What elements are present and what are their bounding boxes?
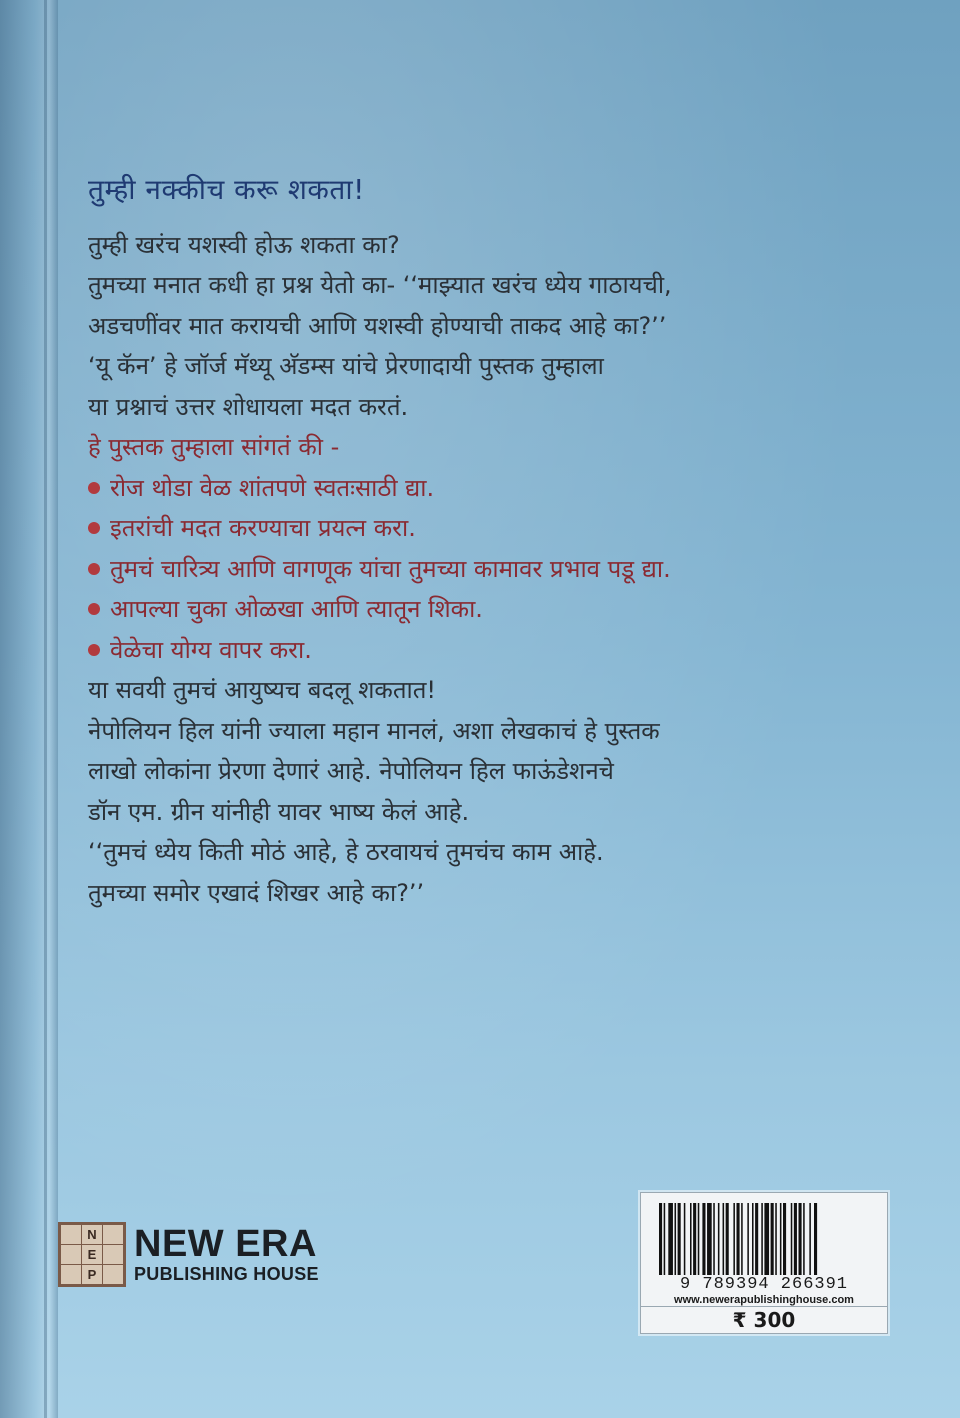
bullet-dot-icon	[88, 522, 100, 534]
bullet-dot-icon	[88, 563, 100, 575]
list-item	[88, 508, 908, 549]
outro-line: तुमच्या समोर एखादं शिखर आहे का?’’	[88, 878, 425, 907]
publisher-subtitle: PUBLISHING HOUSE	[134, 1263, 319, 1284]
bullet-dot-icon	[88, 603, 100, 615]
barcode-icon	[659, 1203, 869, 1275]
price-label: ₹ 300	[641, 1306, 887, 1333]
bullet-text: वेळेचा योग्य वापर करा.	[110, 635, 312, 664]
bullet-text: आपल्या चुका ओळखा आणि त्यातून शिका.	[110, 595, 483, 623]
intro-line: या प्रश्नाचं उत्तर शोधायला मदत करतं.	[88, 392, 409, 421]
bullet-text: रोज थोडा वेळ शांतपणे स्वतःसाठी द्या.	[110, 473, 435, 502]
intro-line: अडचणींवर मात करायची आणि यशस्वी होण्याची ताकद आहे का?’’	[88, 311, 667, 340]
bullets-intro: हे पुस्तक तुम्हाला सांगतं की -	[88, 433, 340, 461]
isbn-digits: 9 789394 266391	[679, 1275, 849, 1294]
bullet-dot-icon	[88, 482, 100, 494]
bullet-list	[88, 468, 908, 671]
spine-crease	[44, 0, 47, 1418]
blurb-text-block	[88, 170, 908, 913]
list-item	[88, 468, 908, 509]
intro-line: तुम्ही खरंच यशस्वी होऊ शकता का?	[88, 230, 400, 259]
logo-bookshelf-icon	[58, 1222, 126, 1287]
outro-line: नेपोलियन हिल यांनी ज्याला महान मानलं, अशा लेखकाचं हे पुस्तक	[88, 716, 660, 745]
outro-line: या सवयी तुमचं आयुष्यच बदलू शकतात!	[88, 676, 437, 704]
intro-line: तुमच्या मनात कधी हा प्रश्न येतो का- ‘‘माझ्यात खरंच ध्येय गाठायची,	[88, 271, 672, 299]
intro-line: ‘यू कॅन’ हे जॉर्ज मॅथ्यू अ‍ॅडम्स यांचे प्रेरणादायी पुस्तक तुम्हाला	[88, 352, 604, 380]
logo-letter: E	[82, 1245, 102, 1264]
bullet-dot-icon	[88, 644, 100, 656]
logo-letter: P	[82, 1265, 102, 1284]
outro-line: डॉन एम. ग्रीन यांनीही यावर भाष्य केलं आहे.	[88, 797, 470, 826]
blurb-heading: तुम्ही नक्कीच करू शकता!	[88, 173, 365, 206]
logo-letter: N	[82, 1225, 102, 1244]
outro-line: लाखो लोकांना प्रेरणा देणारं आहे. नेपोलियन हिल फाऊंडेशनचे	[88, 757, 614, 785]
publisher-name-block	[134, 1222, 319, 1285]
publisher-name: NEW ERA	[134, 1222, 317, 1265]
book-spine	[0, 0, 58, 1418]
list-item	[88, 549, 908, 590]
outro-line: ‘‘तुमचं ध्येय किती मोठं आहे, हे ठरवायचं तुमचंच काम आहे.	[88, 838, 604, 866]
bullet-text: इतरांची मदत करण्याचा प्रयत्न करा.	[110, 514, 416, 542]
publisher-logo	[58, 1222, 319, 1287]
list-item	[88, 589, 908, 630]
list-item	[88, 630, 908, 671]
bullet-text: तुमचं चारित्र्य आणि वागणूक यांचा तुमच्या कामावर प्रभाव पडू द्या.	[110, 554, 671, 583]
website-url: www.newerapublishinghouse.com	[674, 1294, 854, 1306]
barcode-panel	[640, 1192, 888, 1334]
